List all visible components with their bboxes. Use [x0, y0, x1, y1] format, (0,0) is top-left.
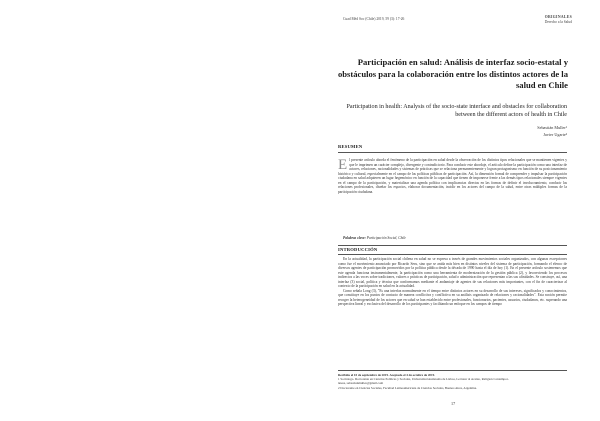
- author-name: Javier Ugarte²: [543, 131, 567, 137]
- keywords-label: Palabras clave:: [343, 236, 366, 240]
- introduction-rule-bottom: [338, 254, 567, 255]
- introduction-rule-top: [338, 245, 567, 246]
- paragraph: En la actualidad, la participación social chilena en salud no se expresa a través de grandes movimientos sociales organizados, con algunas excepciones como fue el movimiento anunciado por Ricardo Seru, sino que se anida más bien en distintos niveles del sistema de participación, formando el elenco de diversos agentes de participación promovidos por la política pública desde la década de 1990 hasta el día de hoy (1). En el presente artículo sostenemos que este agenda funciona instrumentalmente, la participación como una herramienta de modernización de la gestión pública (2), y favoreciendo los procesos indirectos a las voces sobre tradiciones, valores o prácticas de participación, salud o administración que representan a las sus afinidades. Se construye, así, una interfaz (3) social, política y técnica que conformamos mediante el andamiaje de agentes de sus relaciones más importantes, con el fin de caracterizar al contexto de la participación en salud en la actualidad.: [338, 257, 567, 289]
- article-title-spanish: Participación en salud: Análisis de interfaz socio-estatal y obstáculos para la colaboración entre los distintos actores de la salud en Chile: [337, 57, 568, 91]
- section-subname: Derecho a la Salud: [544, 20, 572, 24]
- drop-cap: E: [338, 157, 348, 173]
- abstract-rule: [338, 152, 567, 153]
- author-list: [537, 125, 567, 138]
- received-date: Recibido el 10 de septiembre de 2019. Aceptado el 4 de octubre de 2019.: [338, 373, 436, 377]
- paragraph: Como señala Long (3), "Es una interfaz normalmente en el tiempo entre distintos actores en su desarrollo de sus intereses, significados y conocimientos, que constituye en los puntos de contacto de manera conflictiva y conflictiva en su análisis organizado de relaciones y racionalidades". Esta noción permite recoger la heterogeneidad de los actores que en salud se han establecido entre profesionales, funcionarios, pacientes, usuarios, ciudadanos, etc. superando una perspectiva lineal y exclusiva del desarrollo de los participantes y facilitando un enfoque en los campos de tiempo: [338, 288, 567, 307]
- footnotes: [338, 373, 567, 390]
- section-name: ORIGINALES: [544, 15, 572, 19]
- abstract-body: l presente artículo aborda el fenómeno de la participación en salud desde la observación de los distintos tipos relacionales que se mantienen vigentes y que le imprimen un carácter complejo, divergente y contradictorio. Para conducir este abordaje, el artículo define la participación como una interfaz de actores, relaciones, racionalidades y sistemas de prácticas que se relaciona permanentemente y logran protagonismo en función de su posicionamiento histórico y cultural, especialmente en el campo de las políticas públicas de participación. Así, la dimensión formal de comprender y impulsar la participación ciudadana en salud adquieren un lugar hegemónico en función de la capacidad que tienen de imponerse frente a las demás tipos relacionales siempre vigentes en el campo de la participación, y materializar una agenda política con implicancias directas en las formas de definir el involucramiento, conducir las relaciones profesionales, diseñar los espacios, elaborar documentación, incidir en los actores del campo de la salud, entre otras múltiples formas de la participación ciudadana.: [338, 158, 567, 194]
- author-name: Sebastián Muller¹: [537, 125, 567, 130]
- footnote: 1 Sociólogo. Doctorante en Ciencias Políticas y Sociales, Universidad Autónoma de Lisboa, Lecturer al Acanto, Religion Contempor-: [338, 377, 509, 382]
- keywords: [343, 236, 406, 240]
- footnote: áneas, sebastianmuller@gmail.com: [338, 381, 384, 386]
- abstract-heading: RESUMEN: [338, 144, 363, 149]
- introduction-heading: INTRODUCCIÓN: [338, 247, 378, 252]
- abstract-text: [338, 158, 567, 194]
- keywords-value: Participación Social, Chile: [366, 236, 406, 240]
- journal-reference: Cuad Méd Soc (Chile) 2019, 59 (3): 17-26: [343, 17, 405, 21]
- footnote-rule: [338, 370, 567, 371]
- page-number: 17: [451, 401, 456, 406]
- introduction-text: [338, 257, 567, 307]
- footnote: 2 Doctorante en Ciencias Sociales, Facultad Latinoamericana de Ciencias Sociales, Buenos Aires, Argentina.: [338, 385, 477, 390]
- article-title-english: Participation in health: Analysis of the socio-state interface and obstacles for collaboration between the different actors of health in Chile: [346, 104, 567, 118]
- section-tag: [545, 15, 572, 25]
